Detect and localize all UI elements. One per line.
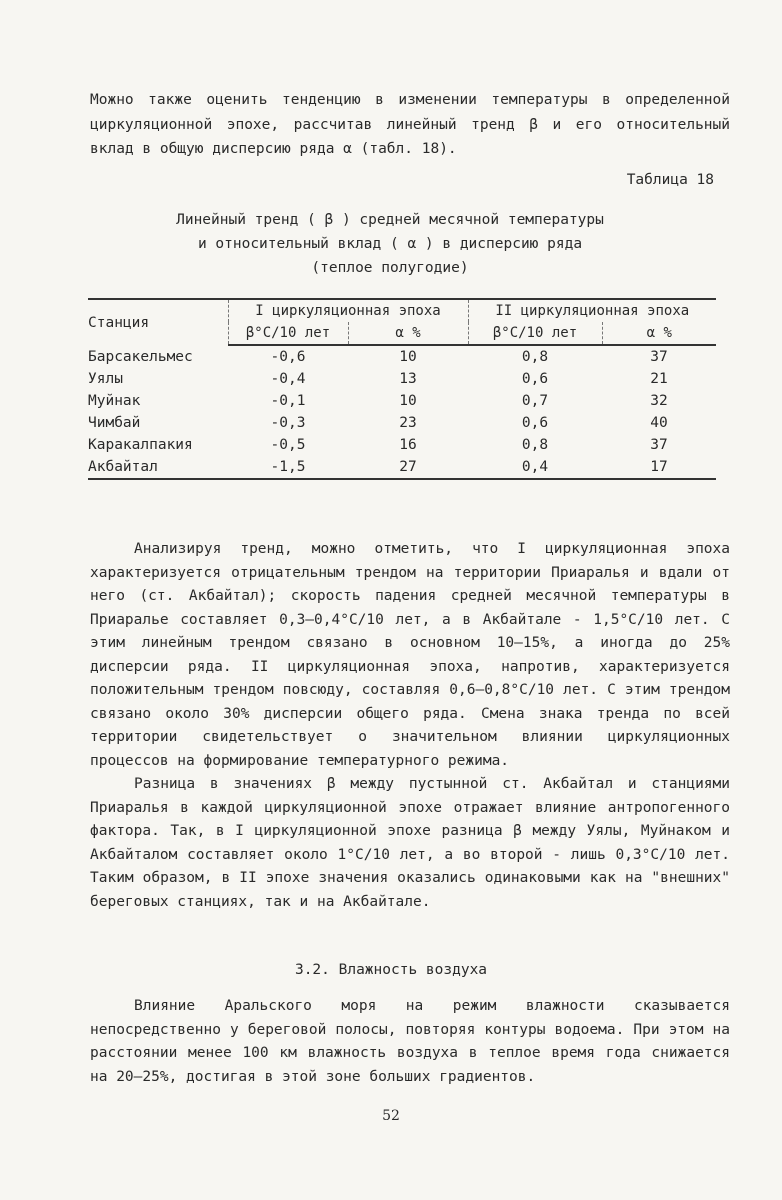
station-name: Муйнак (88, 393, 141, 409)
table-row (88, 345, 716, 368)
epoch-2-alpha: 40 (650, 415, 668, 431)
epoch-1-trend: -0,5 (270, 437, 306, 453)
station-name: Каракалпакия (88, 437, 193, 453)
humidity-section (90, 995, 730, 1089)
epoch-2-trend: 0,8 (521, 437, 549, 453)
analysis-paragraph-2: Разница в значениях β между пустынной ст. Акбайтал и станциями Приаралья в каждой циркуляционной эпохе отражает влияние антропогенного фактора. Так, в I циркуляционной эпохе разница β между Уялы, Муйнаком и Акбайталом составляет около 1°С/10 лет, а во второй - лишь 0,3°С/10 лет. Таким образом, в II эпохе значения оказались одинаковыми как на "внешних" береговых станциях, так и на Акбайтале. (90, 776, 730, 910)
epoch-2-alpha: 21 (650, 371, 668, 387)
epoch-1-trend: -0,4 (270, 371, 306, 387)
table-row (88, 368, 716, 390)
epoch-2-trend-header: β°С/10 лет (468, 322, 602, 345)
trend-table (88, 298, 716, 480)
epoch-1-trend: -0,1 (270, 393, 306, 409)
epoch-1-alpha: 27 (348, 456, 468, 479)
station-name: Чимбай (88, 415, 141, 431)
epoch-1-alpha: 16 (399, 437, 417, 453)
intro-paragraph (90, 88, 730, 162)
station-name: Уялы (88, 371, 123, 387)
station-name: Барсакельмес (88, 348, 193, 365)
epoch-2-alpha: 37 (650, 437, 668, 453)
table-row (88, 434, 716, 456)
epoch-1-header: I циркуляционная эпоха (228, 299, 468, 322)
table-row (88, 412, 716, 434)
epoch-1-alpha-header: α % (348, 322, 468, 345)
table-caption (130, 208, 650, 280)
table-row (88, 456, 716, 479)
caption-line-1: Линейный тренд ( β ) средней месячной температуры (176, 212, 604, 228)
epoch-2-header: II циркуляционная эпоха (468, 299, 716, 322)
intro-text: Можно также оценить тенденцию в изменении температуры в определенной циркуляционной эпохе, рассчитав линейный тренд β и его относительный вклад в общую дисперсию ряда α (табл. 18). (90, 92, 730, 157)
epoch-1-trend: -1,5 (228, 456, 348, 479)
station-column-header: Станция (88, 299, 228, 345)
station-name: Акбайтал (88, 456, 228, 479)
analysis-section (90, 538, 730, 914)
epoch-2-alpha: 17 (602, 456, 716, 479)
humidity-paragraph: Влияние Аральского моря на режим влажности сказывается непосредственно у береговой полосы, повторяя контуры водоема. При этом на расстоянии менее 100 км влажность воздуха в теплое время года снижается на 20–25%, достигая в этой зоне больших градиентов. (90, 998, 730, 1085)
epoch-2-trend: 0,7 (521, 393, 549, 409)
epoch-2-alpha: 32 (650, 393, 668, 409)
epoch-2-alpha-header: α % (602, 322, 716, 345)
epoch-2-trend: 0,8 (521, 349, 549, 365)
section-heading: 3.2. Влажность воздуха (294, 962, 488, 978)
epoch-1-trend-header: β°С/10 лет (228, 322, 348, 345)
epoch-2-trend: 0,6 (521, 415, 549, 431)
epoch-1-trend: -0,6 (270, 349, 306, 365)
table-row (88, 390, 716, 412)
caption-line-3: (теплое полугодие) (311, 260, 469, 276)
caption-line-2: и относительный вклад ( α ) в дисперсию ряда (197, 236, 583, 252)
epoch-1-alpha: 10 (399, 393, 417, 409)
epoch-2-alpha: 37 (650, 349, 668, 365)
epoch-1-alpha: 23 (399, 415, 417, 431)
epoch-2-trend: 0,4 (468, 456, 602, 479)
epoch-1-alpha: 10 (399, 349, 417, 365)
epoch-2-trend: 0,6 (521, 371, 549, 387)
epoch-1-alpha: 13 (399, 371, 417, 387)
analysis-paragraph-1: Анализируя тренд, можно отметить, что I циркуляционная эпоха характеризуется отрицательным трендом на территории Приаралья и вдали от него (ст. Акбайтал); скорость падения средней месячной температуры в Приаралье составляет 0,3–0,4°С/10 лет, а в Акбайтале - 1,5°С/10 лет. С этим линейным трендом связано в основном 10–15%, а иногда до 25% дисперсии ряда. II циркуляционная эпоха, напротив, характеризуется положительным трендом повсюду, составляя 0,6–0,8°С/10 лет. С этим трендом связано около 30% дисперсии общего ряда. Смена знака тренда по всей территории свидетельствует о значительном влиянии циркуляционных процессов на формирование температурного режима. (90, 541, 730, 769)
table-number-label: Таблица 18 (626, 172, 714, 188)
epoch-1-trend: -0,3 (270, 415, 306, 431)
page-number: 52 (382, 1108, 400, 1124)
